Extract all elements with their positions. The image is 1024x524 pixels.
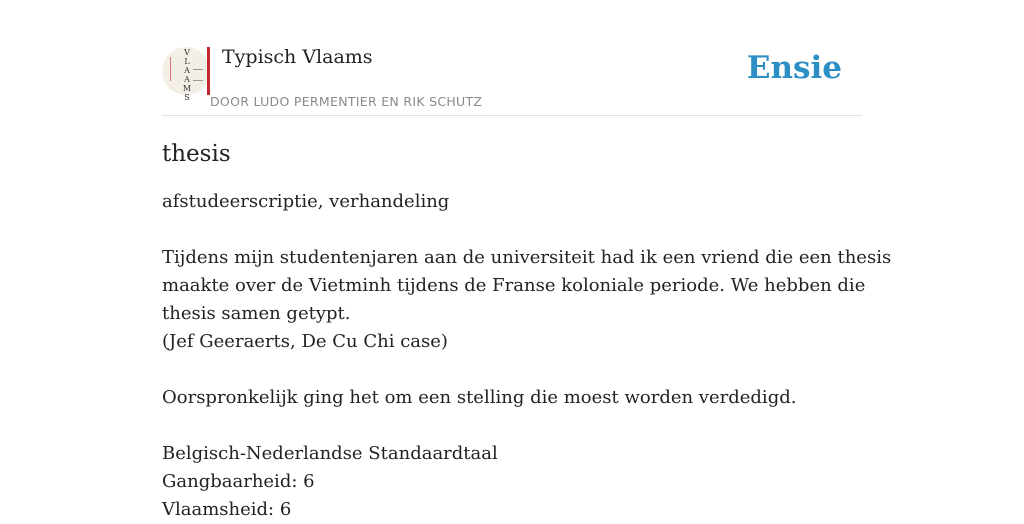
example-line: thesis samen getypt. (162, 303, 351, 324)
dictionary-entry (162, 138, 892, 524)
example-quote (162, 244, 892, 356)
site-header (162, 44, 862, 116)
typisch-vlaams-logo-icon[interactable] (162, 47, 210, 102)
logo-lettering: V L A A M S (182, 48, 192, 102)
example-line: Tijdens mijn studentenjaren aan de universiteit had ik een vriend die een thesis (162, 247, 892, 268)
entry-definition: afstudeerscriptie, verhandeling (162, 191, 450, 212)
site-title-link[interactable]: Typisch Vlaams (222, 46, 373, 68)
entry-metadata (162, 440, 862, 524)
ensie-brand-link[interactable]: Ensie (746, 50, 842, 86)
origin-note: Oorspronkelijk ging het om een stelling die moest worden verdedigd. (162, 387, 797, 408)
logo-accent-stripe (207, 47, 210, 95)
example-line: maakte over de Vietminh tijdens de Franse koloniale periode. We hebben die (162, 275, 866, 296)
authors-byline: DOOR LUDO PERMENTIER EN RIK SCHUTZ (210, 94, 483, 109)
logo-decoration (193, 69, 203, 81)
vlaamsheid-score: Vlaamsheid: 6 (162, 499, 292, 520)
gangbaarheid-score: Gangbaarheid: 6 (162, 471, 315, 492)
logo-decoration (170, 57, 176, 81)
entry-title: thesis (162, 141, 231, 167)
register-label: Belgisch-Nederlandse Standaardtaal (162, 443, 498, 464)
example-source: (Jef Geeraerts, De Cu Chi case) (162, 331, 448, 352)
